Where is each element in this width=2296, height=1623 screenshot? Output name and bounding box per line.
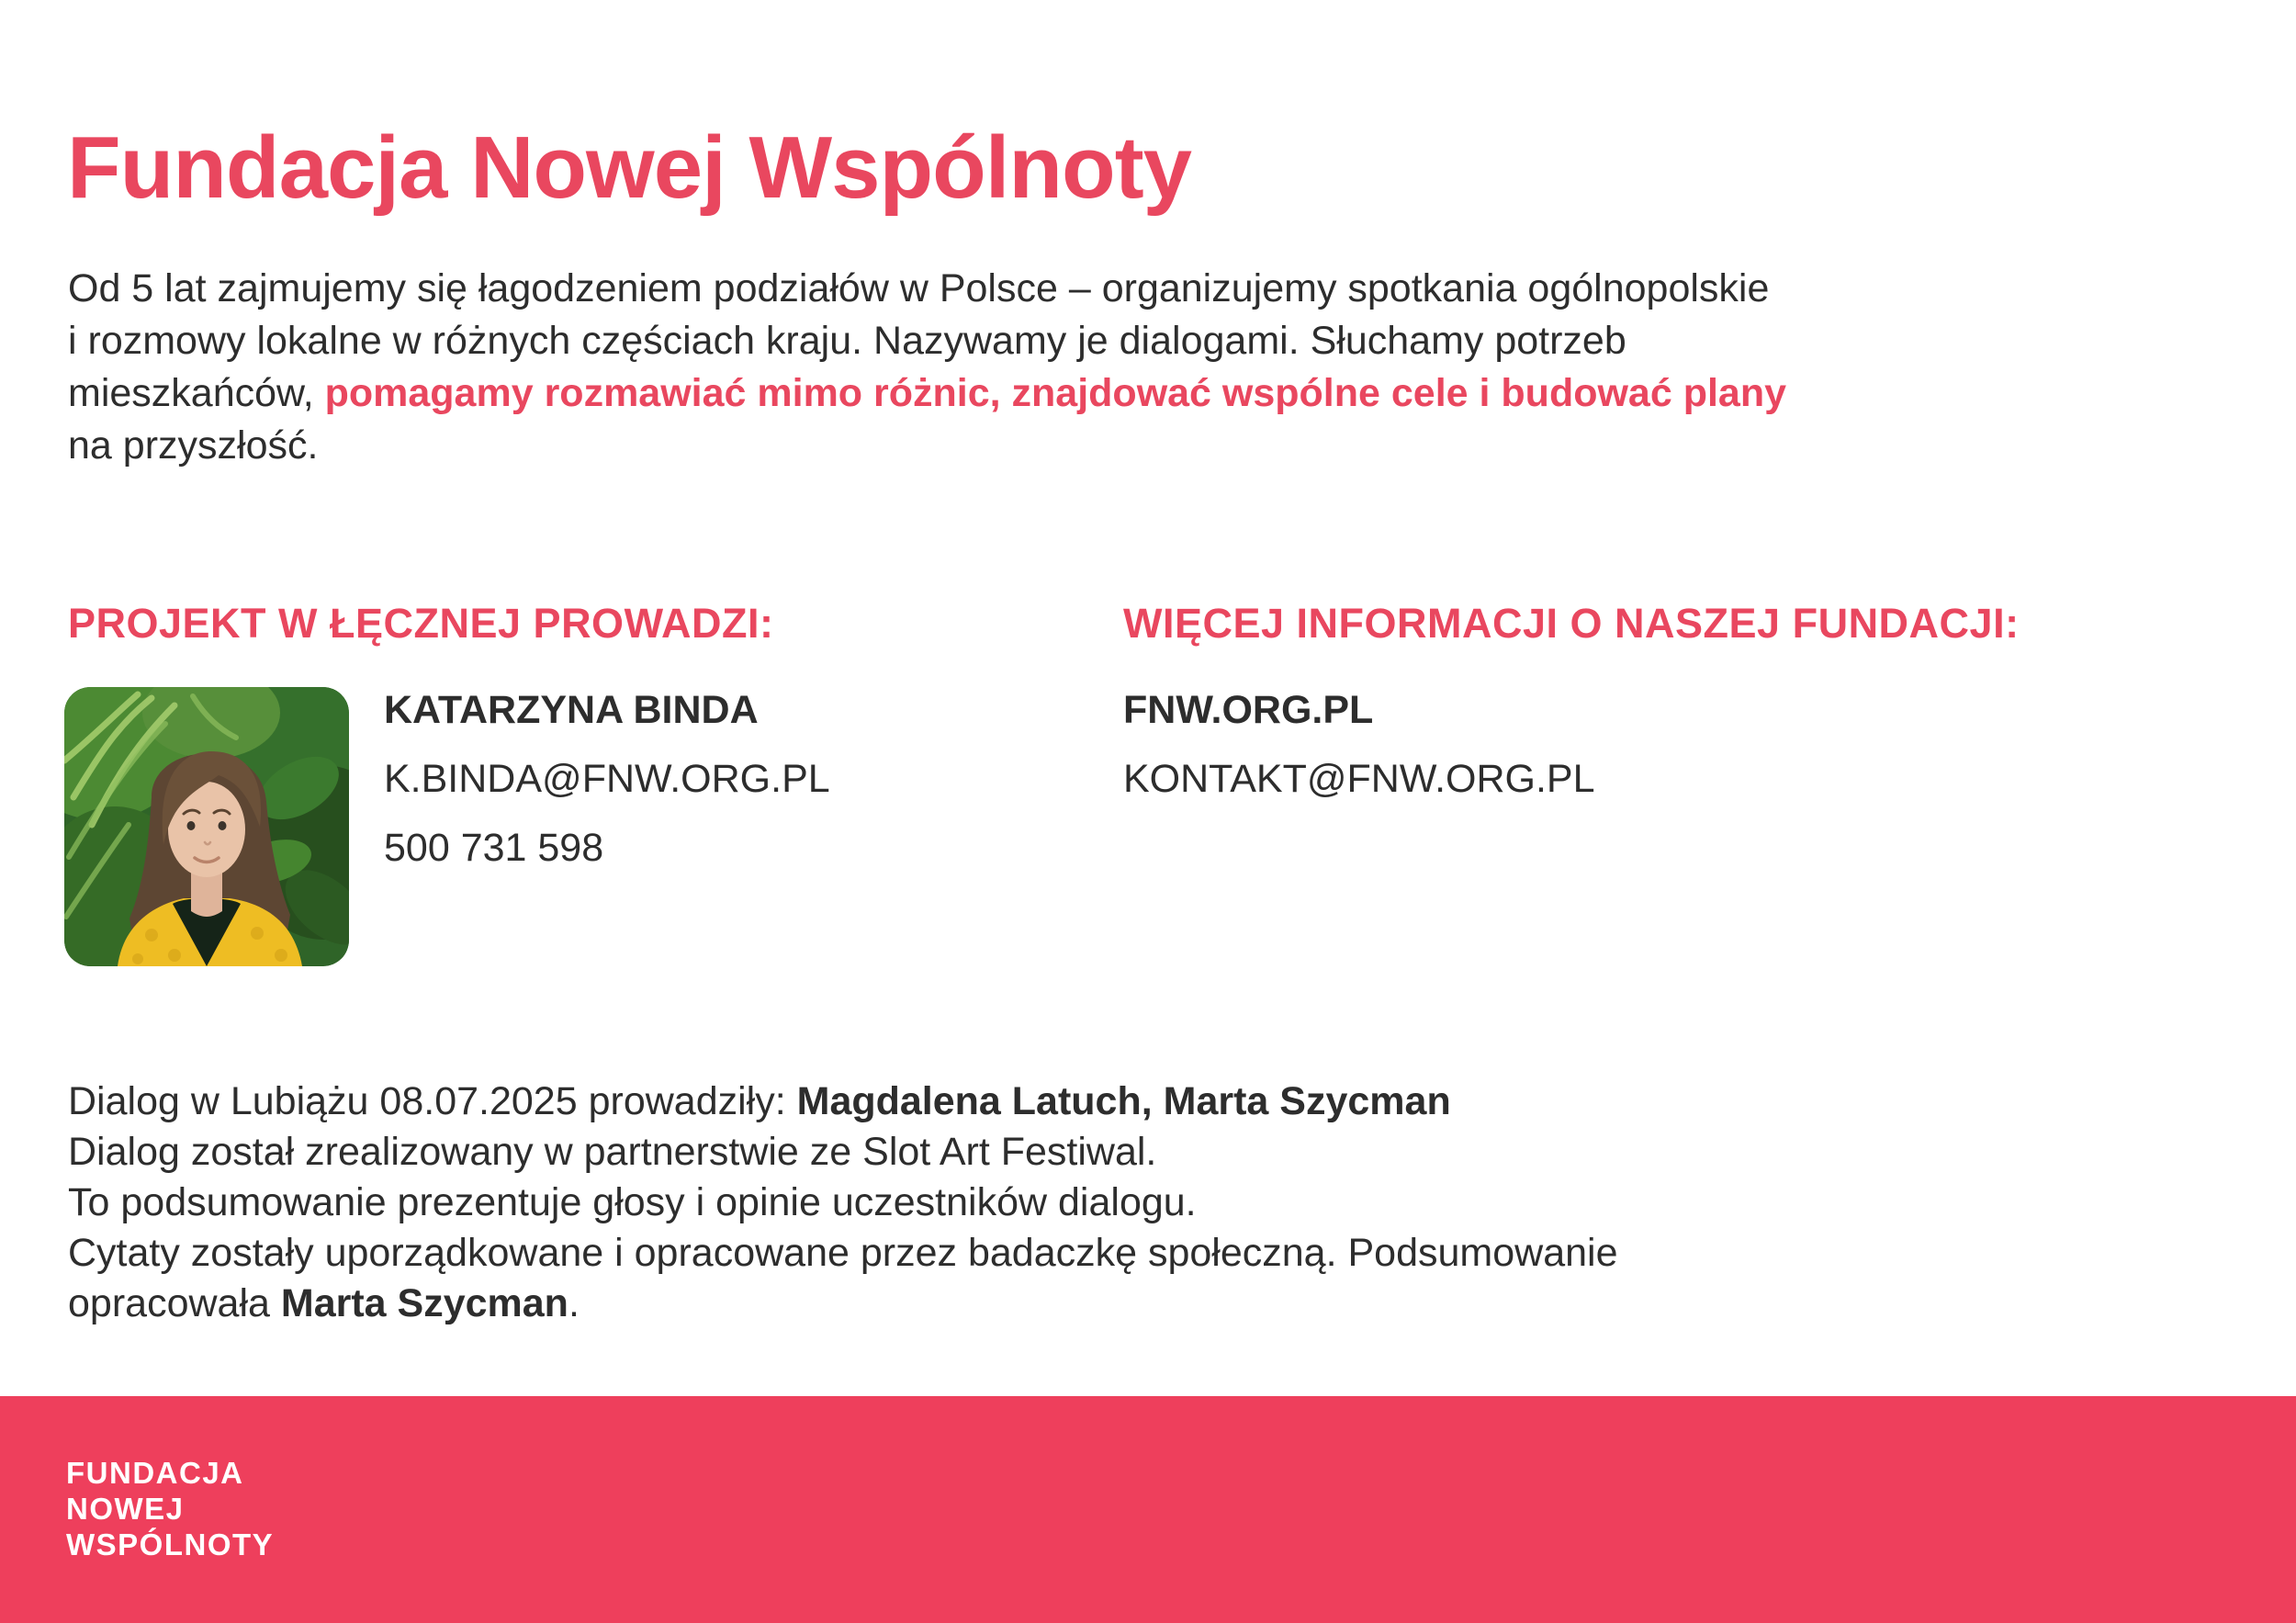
page-title: Fundacja Nowej Wspólnoty (67, 118, 1192, 217)
intro-paragraph (68, 263, 1786, 472)
note-line-5-normal: opracowała (68, 1281, 281, 1325)
note-line-5 (68, 1279, 1618, 1329)
intro-line-2: i rozmowy lokalne w różnych częściach kraju. Nazywamy je dialogami. Słuchamy potrzeb (68, 319, 1626, 363)
foundation-email[interactable]: KONTAKT@FNW.ORG.PL (1123, 757, 1595, 801)
portrait-photo-illustration (64, 687, 349, 966)
note-line-5-suffix: . (568, 1281, 580, 1325)
contact-name: KATARZYNA BINDA (384, 688, 759, 732)
intro-line-1: Od 5 lat zajmujemy się łagodzeniem podziałów w Polsce – organizujemy spotkania ogólnopolskie (68, 266, 1770, 310)
logo-line-3: WSPÓLNOTY (66, 1527, 275, 1561)
note-line-1-normal: Dialog w Lubiążu 08.07.2025 prowadziły: (68, 1079, 797, 1123)
left-section-heading: PROJEKT W ŁĘCZNEJ PROWADZI: (68, 600, 774, 647)
intro-line-3-highlight: pomagamy rozmawiać mimo różnic, znajdować wspólne cele i budować plany (324, 371, 1787, 415)
portrait-photo (64, 687, 349, 966)
foundation-website[interactable]: FNW.ORG.PL (1123, 688, 1374, 732)
note-line-1 (68, 1076, 1618, 1127)
logo-line-1: FUNDACJA (66, 1456, 244, 1490)
logo-line-2: NOWEJ (66, 1492, 185, 1526)
contact-email[interactable]: K.BINDA@FNW.ORG.PL (384, 757, 830, 801)
right-contact-block (1123, 687, 1595, 825)
intro-line-3 (68, 367, 1786, 420)
left-contact-block (384, 687, 830, 894)
foundation-logo (66, 1455, 274, 1562)
footer-bar (0, 1396, 2296, 1623)
note-line-2: Dialog został zrealizowany w partnerstwie ze Slot Art Festiwal. (68, 1130, 1157, 1174)
intro-line-3-normal: mieszkańców, (68, 371, 325, 415)
note-line-3: To podsumowanie prezentuje głosy i opinie uczestników dialogu. (68, 1180, 1197, 1224)
contact-phone: 500 731 598 (384, 826, 604, 870)
note-facilitators: Magdalena Latuch, Marta Szycman (796, 1079, 1451, 1123)
intro-line-4: na przyszłość. (68, 423, 319, 468)
note-line-4: Cytaty zostały uporządkowane i opracowane przez badaczkę społeczną. Podsumowanie (68, 1231, 1618, 1275)
note-author: Marta Szycman (280, 1281, 568, 1325)
summary-note (68, 1076, 1618, 1329)
right-section-heading: WIĘCEJ INFORMACJI O NASZEJ FUNDACJI: (1123, 600, 2020, 647)
